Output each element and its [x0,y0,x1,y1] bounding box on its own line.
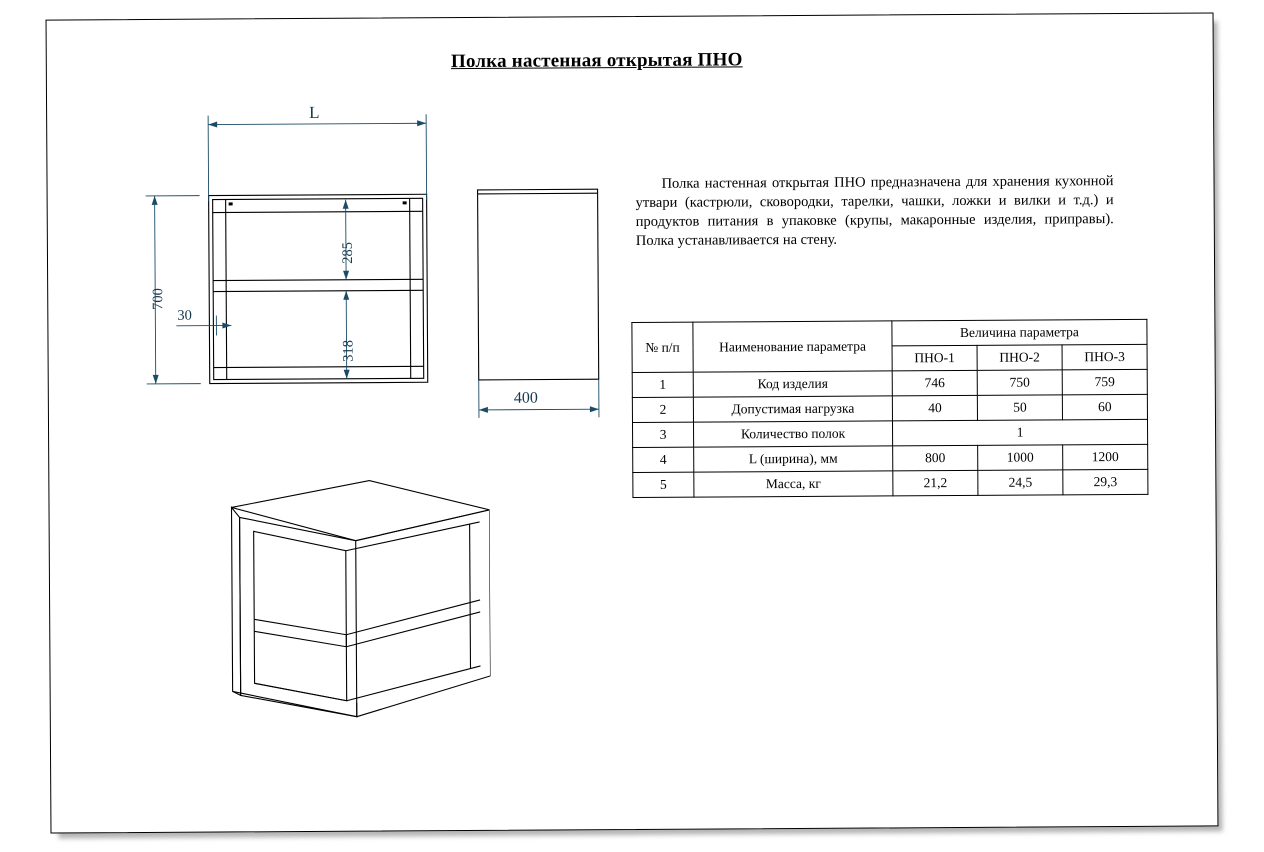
page-title: Полка настенная открытая ПНО [450,49,743,73]
dimension-width-L: L [309,102,320,122]
row-value-merged: 1 [892,419,1147,446]
row-no: 4 [633,447,694,472]
dimension-30: 30 [177,307,192,324]
row-name: Код изделия [693,371,892,397]
row-value-3: 60 [1062,394,1147,420]
header-parameter: Наименование параметра [693,321,892,372]
row-value-3: 759 [1062,369,1147,395]
sheet-content [47,13,1218,832]
dimension-depth-400: 400 [513,389,538,407]
row-value-1: 40 [892,395,977,421]
row-value-2: 750 [977,370,1062,396]
row-name: Масса, кг [694,471,893,497]
dimension-318: 318 [340,339,357,362]
row-name: Количество полок [693,421,892,447]
dimension-height-700: 700 [150,288,167,310]
row-value-3: 29,3 [1063,469,1148,495]
drawing-sheet [46,12,1219,833]
row-no: 5 [633,472,694,497]
row-value-1: 21,2 [893,470,978,496]
row-value-2: 50 [977,395,1062,421]
row-no: 2 [632,397,693,422]
row-value-1: 800 [893,445,978,471]
table-header-row-1 [632,319,1147,347]
header-column-pno-1: ПНО-1 [892,345,977,371]
row-value-1: 746 [892,370,977,396]
table-row [632,419,1147,447]
isometric-view-drawing [169,458,491,720]
header-column-pno-3: ПНО-3 [1062,344,1147,370]
product-description: Полка настенная открытая ПНО предназначена для хранения кухонной утвари (кастрюли, сковородки, тарелки, чашки, ложки и вилки и т.д.) и продуктов питания в упаковке (крупы, макаронные изделия, приправы). Полка устанавливается на стену. [635,173,1114,250]
table-row [632,394,1147,422]
header-column-pno-2: ПНО-2 [977,345,1062,371]
header-value-group: Величина параметра [892,319,1147,346]
row-name: L (ширина), мм [694,446,893,472]
row-value-2: 24,5 [978,470,1063,496]
table-row [632,369,1147,397]
header-no: № п/п [632,322,693,372]
row-value-2: 1000 [978,445,1063,471]
table-row [633,444,1148,472]
dimension-285: 285 [339,241,357,264]
parameters-table [631,319,1148,498]
row-name: Допустимая нагрузка [693,396,892,422]
side-view-dimensions [427,167,629,438]
row-no: 1 [632,372,693,397]
row-value-3: 1200 [1063,444,1148,470]
row-no: 3 [632,422,693,447]
table-row [633,469,1148,497]
